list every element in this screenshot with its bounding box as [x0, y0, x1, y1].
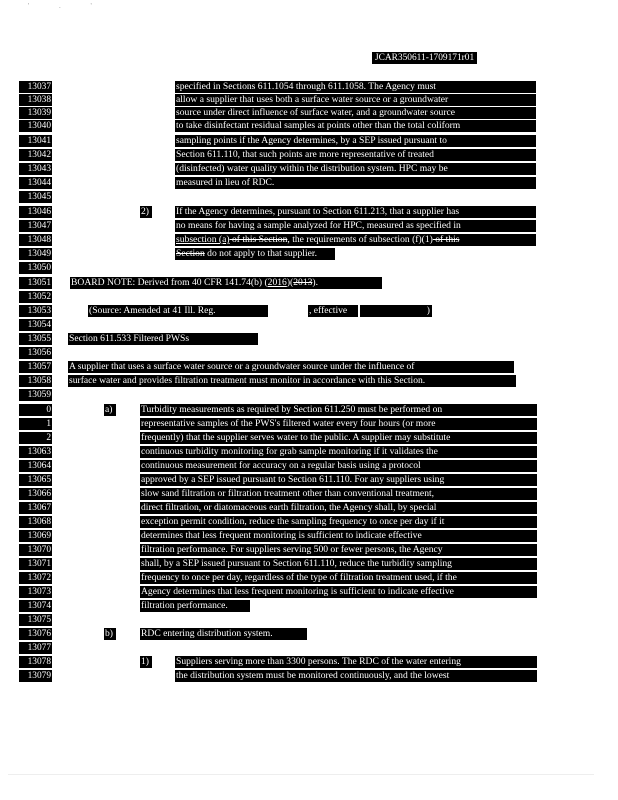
- line-text: filtration performance. For suppliers serving 500 or fewer persons, the Agency: [140, 544, 537, 556]
- line-number: 13063: [19, 446, 52, 458]
- line-number: 13066: [19, 488, 52, 500]
- line-row: [0, 488, 618, 500]
- line-text: If the Agency determines, pursuant to Section 611.213, that a supplier has: [175, 206, 536, 218]
- line-text: approved by a SEP issued pursuant to Section 611.110. For any suppliers using: [140, 474, 537, 486]
- line-text: shall, by a SEP issued pursuant to Section 611.110, reduce the turbidity sampling: [140, 558, 537, 570]
- line-number: 13079: [19, 670, 52, 682]
- source-note-effective: , effective: [308, 305, 358, 317]
- line-row: [0, 94, 618, 106]
- line-number: 13078: [19, 656, 52, 668]
- line-number: 13055: [19, 333, 52, 345]
- line-number: 13058: [19, 375, 52, 387]
- line-text: surface water and provides filtration treatment must monitor in accordance with this Section.: [68, 375, 516, 387]
- page-footer-rule: [8, 774, 594, 775]
- line-text: Section 611.110, that such points are more representative of treated: [175, 149, 536, 161]
- line-number: 13047: [19, 220, 52, 232]
- line-text: [175, 248, 335, 260]
- line-row: [0, 305, 618, 317]
- line-number: 13037: [19, 81, 52, 93]
- item-label: 1): [140, 656, 152, 668]
- line-number: 13043: [19, 163, 52, 175]
- line-row: [0, 544, 618, 556]
- line-text: [175, 234, 536, 246]
- line-text: direct filtration, or diatomaceous earth filtration, the Agency shall, by special: [140, 502, 537, 514]
- line-text: (disinfected) water quality within the distribution system. HPC may be: [175, 163, 536, 175]
- line-number: 13039: [19, 107, 52, 119]
- line-number: 13076: [19, 628, 52, 640]
- line-number: 13077: [19, 642, 52, 654]
- line-text-segment: ).: [312, 277, 319, 288]
- line-number: 13071: [19, 558, 52, 570]
- line-text: Suppliers serving more than 3300 persons. The RDC of the water entering: [175, 656, 537, 668]
- line-row: [0, 389, 618, 401]
- line-number: 2: [19, 432, 52, 444]
- line-text: A supplier that uses a surface water source or a groundwater source under the influence of: [68, 361, 514, 373]
- line-row: [0, 614, 618, 626]
- line-number: 0: [19, 404, 52, 416]
- line-row: [0, 135, 618, 147]
- line-text: measured in lieu of RDC.: [175, 177, 536, 189]
- line-row: [0, 375, 618, 387]
- line-number: 13048: [19, 234, 52, 246]
- inserted-text: 2016: [267, 277, 287, 288]
- line-number: 13049: [19, 248, 52, 260]
- line-number: 1: [19, 418, 52, 430]
- line-row: [0, 262, 618, 274]
- line-text-segment: BOARD NOTE: Derived from 40 CFR 141.74(b) (: [71, 277, 268, 288]
- line-number: 13041: [19, 135, 52, 147]
- line-number: 13046: [19, 206, 52, 218]
- line-row: [0, 333, 618, 345]
- deleted-text: 2013: [293, 277, 313, 288]
- line-number: 13073: [19, 586, 52, 598]
- line-number: 13052: [19, 291, 52, 303]
- line-text: the distribution system must be monitored continuously, and the lowest: [175, 670, 537, 682]
- line-row: [0, 206, 618, 218]
- line-row: [0, 572, 618, 584]
- line-row: [0, 628, 618, 640]
- line-number: 13075: [19, 614, 52, 626]
- source-note-close: ): [360, 305, 432, 317]
- item-label: 2): [140, 206, 152, 218]
- line-number: 13040: [19, 120, 52, 132]
- line-row: [0, 163, 618, 175]
- line-row: [0, 107, 618, 119]
- line-text: exception permit condition, reduce the sampling frequency to once per day if it: [140, 516, 537, 528]
- line-text-segment: , the requirements of subsection (f)(1): [287, 234, 433, 245]
- line-number: 13056: [19, 347, 52, 359]
- line-text-segment: )(: [286, 277, 294, 288]
- line-number: 13051: [19, 277, 52, 289]
- line-text: specified in Sections 611.1054 through 611.1058. The Agency must: [175, 81, 536, 93]
- line-row: [0, 530, 618, 542]
- line-text: frequently) that the supplier serves water to the public. A supplier may substitute: [140, 432, 537, 444]
- line-text: allow a supplier that uses both a surface water source or a groundwater: [175, 94, 536, 106]
- scan-specks: ' . ': [28, 2, 106, 10]
- line-row: [0, 460, 618, 472]
- line-row: [0, 558, 618, 570]
- item-label: a): [104, 404, 116, 416]
- deleted-text: Section: [176, 248, 205, 259]
- line-text: source under direct influence of surface water, and a groundwater source: [175, 107, 536, 119]
- line-text: no means for having a sample analyzed for HPC, measured as specified in: [175, 220, 536, 232]
- line-row: [0, 432, 618, 444]
- line-number: 13069: [19, 530, 52, 542]
- line-row: [0, 656, 618, 668]
- line-number: 13068: [19, 516, 52, 528]
- line-row: [0, 446, 618, 458]
- line-number: 13067: [19, 502, 52, 514]
- deleted-text: of this Section: [229, 234, 288, 245]
- line-text: determines that less frequent monitoring is sufficient to indicate effective: [140, 530, 537, 542]
- line-row: [0, 248, 618, 260]
- line-number: 13044: [19, 177, 52, 189]
- line-row: [0, 474, 618, 486]
- board-note: [70, 277, 382, 289]
- line-number: 13038: [19, 94, 52, 106]
- line-row: [0, 516, 618, 528]
- line-number: 13070: [19, 544, 52, 556]
- line-row: [0, 502, 618, 514]
- line-text: filtration performance.: [140, 600, 250, 612]
- item-label: b): [104, 628, 116, 640]
- line-number: 13057: [19, 361, 52, 373]
- line-text: slow sand filtration or filtration treatment other than conventional treatment,: [140, 488, 537, 500]
- section-heading: Section 611.533 Filtered PWSs: [68, 333, 258, 345]
- line-row: [0, 642, 618, 654]
- line-text: Turbidity measurements as required by Section 611.250 must be performed on: [140, 404, 537, 416]
- line-number: 13072: [19, 572, 52, 584]
- line-number: 13074: [19, 600, 52, 612]
- line-row: [0, 600, 618, 612]
- line-row: [0, 120, 618, 132]
- line-row: [0, 347, 618, 359]
- line-text: Agency determines that less frequent monitoring is sufficient to indicate effective: [140, 586, 537, 598]
- line-number: 13059: [19, 389, 52, 401]
- line-row: [0, 177, 618, 189]
- deleted-text: of this: [432, 234, 460, 245]
- line-number: 13050: [19, 262, 52, 274]
- line-text: RDC entering distribution system.: [140, 628, 307, 640]
- line-number: 13064: [19, 460, 52, 472]
- line-text: sampling points if the Agency determines, by a SEP issued pursuant to: [175, 135, 536, 147]
- line-number: 13045: [19, 191, 52, 203]
- line-number: 13065: [19, 474, 52, 486]
- line-row: [0, 149, 618, 161]
- line-row: [0, 191, 618, 203]
- document-code: JCAR350611-1709171r01: [372, 52, 477, 64]
- line-row: [0, 81, 618, 93]
- line-text: continuous turbidity monitoring for grab sample monitoring if it validates the: [140, 446, 537, 458]
- line-row: [0, 234, 618, 246]
- inserted-text: subsection (a): [176, 234, 230, 245]
- line-row: [0, 418, 618, 430]
- line-text: to take disinfectant residual samples at points other than the total coliform: [175, 120, 536, 132]
- source-note: (Source: Amended at 41 Ill. Reg.: [88, 305, 268, 317]
- line-number: 13053: [19, 305, 52, 317]
- line-row: [0, 277, 618, 289]
- line-number: 13042: [19, 149, 52, 161]
- line-row: [0, 220, 618, 232]
- line-row: [0, 670, 618, 682]
- line-text: representative samples of the PWS's filtered water every four hours (or more: [140, 418, 537, 430]
- line-text: continuous measurement for accuracy on a regular basis using a protocol: [140, 460, 537, 472]
- line-row: [0, 291, 618, 303]
- line-row: [0, 361, 618, 373]
- line-row: [0, 586, 618, 598]
- line-text: frequency to once per day, regardless of the type of filtration treatment used, if the: [140, 572, 537, 584]
- line-row: [0, 319, 618, 331]
- line-row: [0, 404, 618, 416]
- blank-field: [268, 305, 308, 317]
- line-number: 13054: [19, 319, 52, 331]
- line-text-segment: do not apply to that supplier.: [204, 248, 317, 259]
